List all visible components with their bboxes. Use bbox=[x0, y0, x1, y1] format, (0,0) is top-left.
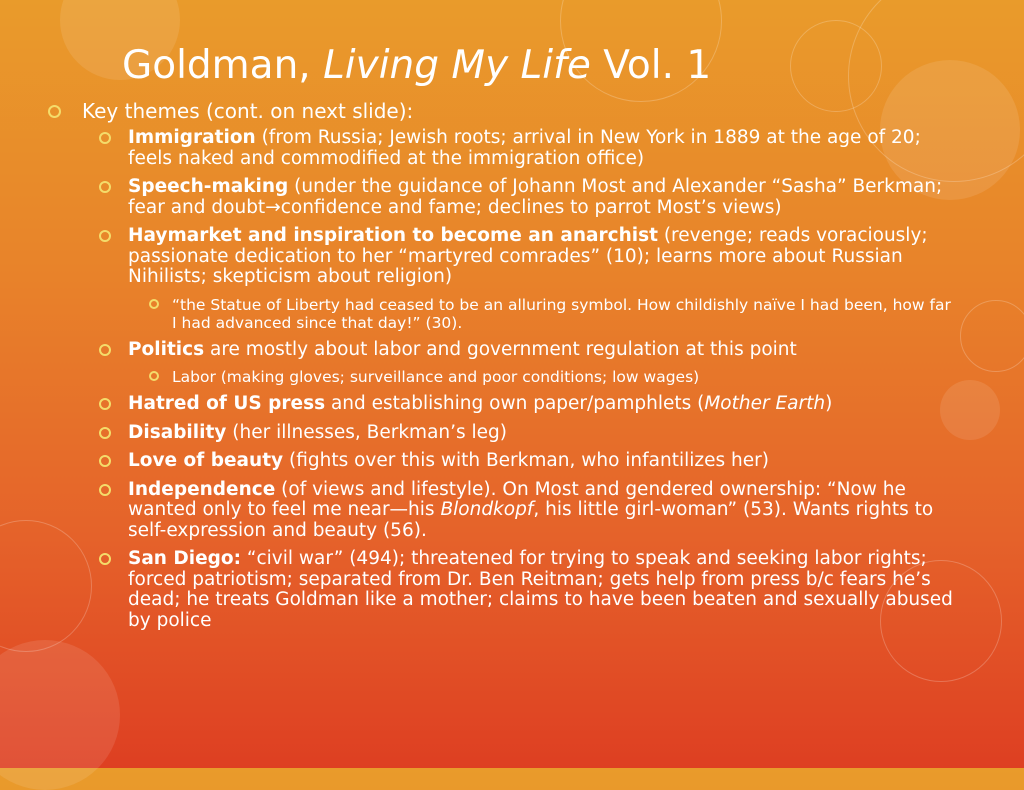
list-item bbox=[128, 226, 968, 288]
item-bold-label: Hatred of US press bbox=[128, 393, 326, 414]
hollow-circle-bullet-icon bbox=[48, 105, 61, 118]
list-item bbox=[128, 451, 968, 472]
slide-content bbox=[0, 100, 1024, 639]
list-item bbox=[128, 177, 968, 218]
hollow-circle-bullet-icon bbox=[99, 427, 111, 439]
heading-item bbox=[82, 100, 982, 122]
slide-title bbox=[122, 38, 711, 94]
hollow-circle-bullet-icon bbox=[99, 132, 111, 144]
list-item bbox=[128, 128, 968, 169]
sub-list-item bbox=[172, 296, 952, 332]
item-italic-text: Mother Earth bbox=[704, 393, 826, 414]
heading-text: Key themes (cont. on next slide): bbox=[82, 99, 414, 123]
list-item bbox=[128, 394, 968, 415]
item-text: “civil war” (494); threatened for trying to speak and seeking labor rights; forced patriotism; separated from Dr. Ben Reitman; gets help from press b/c fears he’s dead; he treats Goldman like a mother; claims to have been beaten and sexually abused by police bbox=[128, 548, 953, 631]
list-item bbox=[128, 340, 968, 361]
item-bold-label: Love of beauty bbox=[128, 450, 284, 471]
item-bold-label: Politics bbox=[128, 338, 205, 360]
list-item bbox=[128, 480, 968, 542]
hollow-circle-bullet-icon bbox=[99, 455, 111, 467]
list-item bbox=[128, 549, 968, 631]
hollow-circle-bullet-icon bbox=[99, 344, 111, 356]
item-bold-label: Independence bbox=[128, 478, 276, 500]
item-text: (under the guidance of Johann Most and Alexander “Sasha” Berkman; fear and doubt bbox=[128, 176, 943, 218]
item-bold-label: Immigration bbox=[128, 127, 256, 148]
item-text: (of views and lifestyle). On Most and gendered ownership: “Now he wanted only to feel me near—his bbox=[128, 478, 906, 520]
hollow-circle-bullet-icon bbox=[149, 371, 159, 381]
item-text: (fights over this with Berkman, who infantilizes her) bbox=[283, 450, 769, 471]
arrow-right-icon: → bbox=[265, 196, 281, 218]
hollow-circle-bullet-icon bbox=[149, 299, 159, 309]
item-bold-label: Haymarket and inspiration to become an anarchist bbox=[128, 225, 658, 246]
title-book-name: Living My Life bbox=[323, 43, 591, 88]
hollow-circle-bullet-icon bbox=[99, 553, 111, 565]
item-text: , his little girl-woman” (53). Wants rights to self-expression and beauty (56). bbox=[128, 499, 934, 541]
item-bold-label: Speech-making bbox=[128, 176, 289, 197]
item-text: are mostly about labor and government regulation at this point bbox=[204, 338, 797, 360]
item-italic-text: Blondkopf bbox=[440, 499, 534, 520]
sub-item-text: Labor (making gloves; surveillance and poor conditions; low wages) bbox=[172, 368, 700, 386]
item-text: confidence and fame; declines to parrot Most’s views) bbox=[280, 196, 782, 218]
hollow-circle-bullet-icon bbox=[99, 484, 111, 496]
item-text: (from Russia; Jewish roots; arrival in New York in 1889 at the age of 20; feels naked and commodified at the immigration office) bbox=[128, 127, 921, 169]
hollow-circle-bullet-icon bbox=[99, 181, 111, 193]
item-text: ) bbox=[825, 393, 833, 414]
sub-item-text: “the Statue of Liberty had ceased to be an alluring symbol. How childishly naïve I had been, how far I had advanced since that day!” (30). bbox=[172, 295, 951, 332]
item-text: (her illnesses, Berkman’s leg) bbox=[226, 421, 508, 443]
list-item bbox=[128, 423, 968, 444]
title-suffix: Vol. 1 bbox=[590, 43, 712, 88]
item-bold-label: San Diego: bbox=[128, 548, 242, 569]
title-prefix: Goldman, bbox=[122, 43, 324, 88]
hollow-circle-bullet-icon bbox=[99, 398, 111, 410]
sub-list-item bbox=[172, 368, 952, 386]
item-text: and establishing own paper/pamphlets ( bbox=[325, 393, 705, 414]
item-text: (revenge; reads voraciously; passionate dedication to her “martyred comrades” (10); learns more about Russian Nihilists; skepticism about religion) bbox=[128, 225, 928, 287]
item-bold-label: Disability bbox=[128, 421, 227, 443]
hollow-circle-bullet-icon bbox=[99, 230, 111, 242]
